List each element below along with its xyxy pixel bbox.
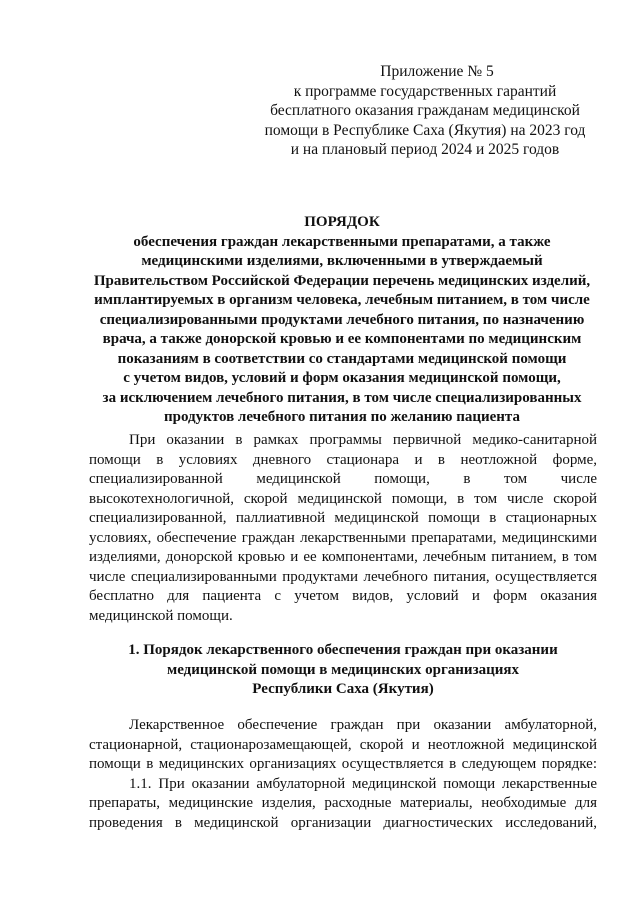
document-title xyxy=(70,213,614,428)
title-line: показаниям в соответствии со стандартами медицинской помощи xyxy=(117,350,567,367)
paragraph-line: стационарной, стационарозамещающей, скорой и неотложной медицинской xyxy=(89,736,597,753)
paragraph-line: Лекарственное обеспечение граждан при оказании амбулаторной, xyxy=(129,717,597,733)
appendix-line: и на плановый период 2024 и 2025 годов xyxy=(290,141,560,158)
heading-line: 1. Порядок лекарственного обеспечения граждан при оказании xyxy=(128,642,558,658)
appendix-header xyxy=(260,62,590,160)
paragraph-line: проведения в медицинской организации диагностических исследований, xyxy=(89,814,597,831)
heading-line: медицинской помощи в медицинских организациях xyxy=(166,661,519,678)
paragraph-line: помощи в медицинских организациях осуществляется в следующем порядке: xyxy=(89,756,597,772)
paragraph-line: помощи в условиях дневного стационара и в неотложной форме, xyxy=(89,451,597,468)
title-line: медицинскими изделиями, включенными в утверждаемый xyxy=(141,253,543,269)
paragraph-line: специализированной медицинской помощи, в том числе xyxy=(89,471,597,487)
title-line: Правительством Российской Федерации перечень медицинских изделий, xyxy=(93,272,591,289)
title-line: специализированными продуктами лечебного питания, по назначению xyxy=(99,311,585,328)
paragraph-line: специализированной, паллиативной медицинской помощи в стационарных xyxy=(89,510,597,526)
paragraph-line: числе специализированными продуктами лечебного питания, осуществляется xyxy=(89,568,597,585)
title-line: обеспечения граждан лекарственными препаратами, а также xyxy=(133,233,551,250)
title-line: врача, а также донорской кровью и ее компонентами по медицинским xyxy=(102,331,582,347)
title-main: ПОРЯДОК xyxy=(304,214,380,230)
paragraph-line: высокотехнологичной, скорой медицинской помощи, в том числе скорой xyxy=(89,490,597,507)
appendix-line: к программе государственных гарантий xyxy=(293,82,557,100)
appendix-line: помощи в Республике Саха (Якутия) на 2023 год xyxy=(264,121,586,139)
title-line: за исключением лечебного питания, в том числе специализированных xyxy=(102,389,582,406)
paragraph-line: бесплатно для пациента с учетом видов, условий и форм оказания xyxy=(89,588,597,604)
paragraph-line: 1.1. При оказании амбулаторной медицинской помощи лекарственные xyxy=(129,775,597,792)
intro-paragraph xyxy=(89,431,597,626)
heading-line: Республики Саха (Якутия) xyxy=(252,681,434,697)
title-line: продуктов лечебного питания по желанию пациента xyxy=(164,409,520,425)
section-1-1-paragraph xyxy=(89,775,597,834)
appendix-number: Приложение № 5 xyxy=(380,63,494,80)
paragraph-line: медицинской помощи. xyxy=(89,607,233,624)
section-1-paragraph xyxy=(89,716,597,775)
appendix-line: бесплатного оказания гражданам медицинской xyxy=(270,102,580,119)
paragraph-line: препараты, медицинские изделия, расходные материалы, необходимые для xyxy=(89,795,597,811)
section-1-heading xyxy=(89,641,597,700)
title-line: с учетом видов, условий и форм оказания медицинской помощи, xyxy=(123,370,561,386)
paragraph-line: условиях, обеспечение граждан лекарственными препаратами, медицинскими xyxy=(89,529,597,546)
paragraph-line: изделиями, донорской кровью и ее компонентами, лечебным питанием, в том xyxy=(89,549,597,565)
paragraph-line: При оказании в рамках программы первичной медико-санитарной xyxy=(129,432,597,448)
title-line: имплантируемых в организм человека, лечебным питанием, в том числе xyxy=(94,292,590,308)
